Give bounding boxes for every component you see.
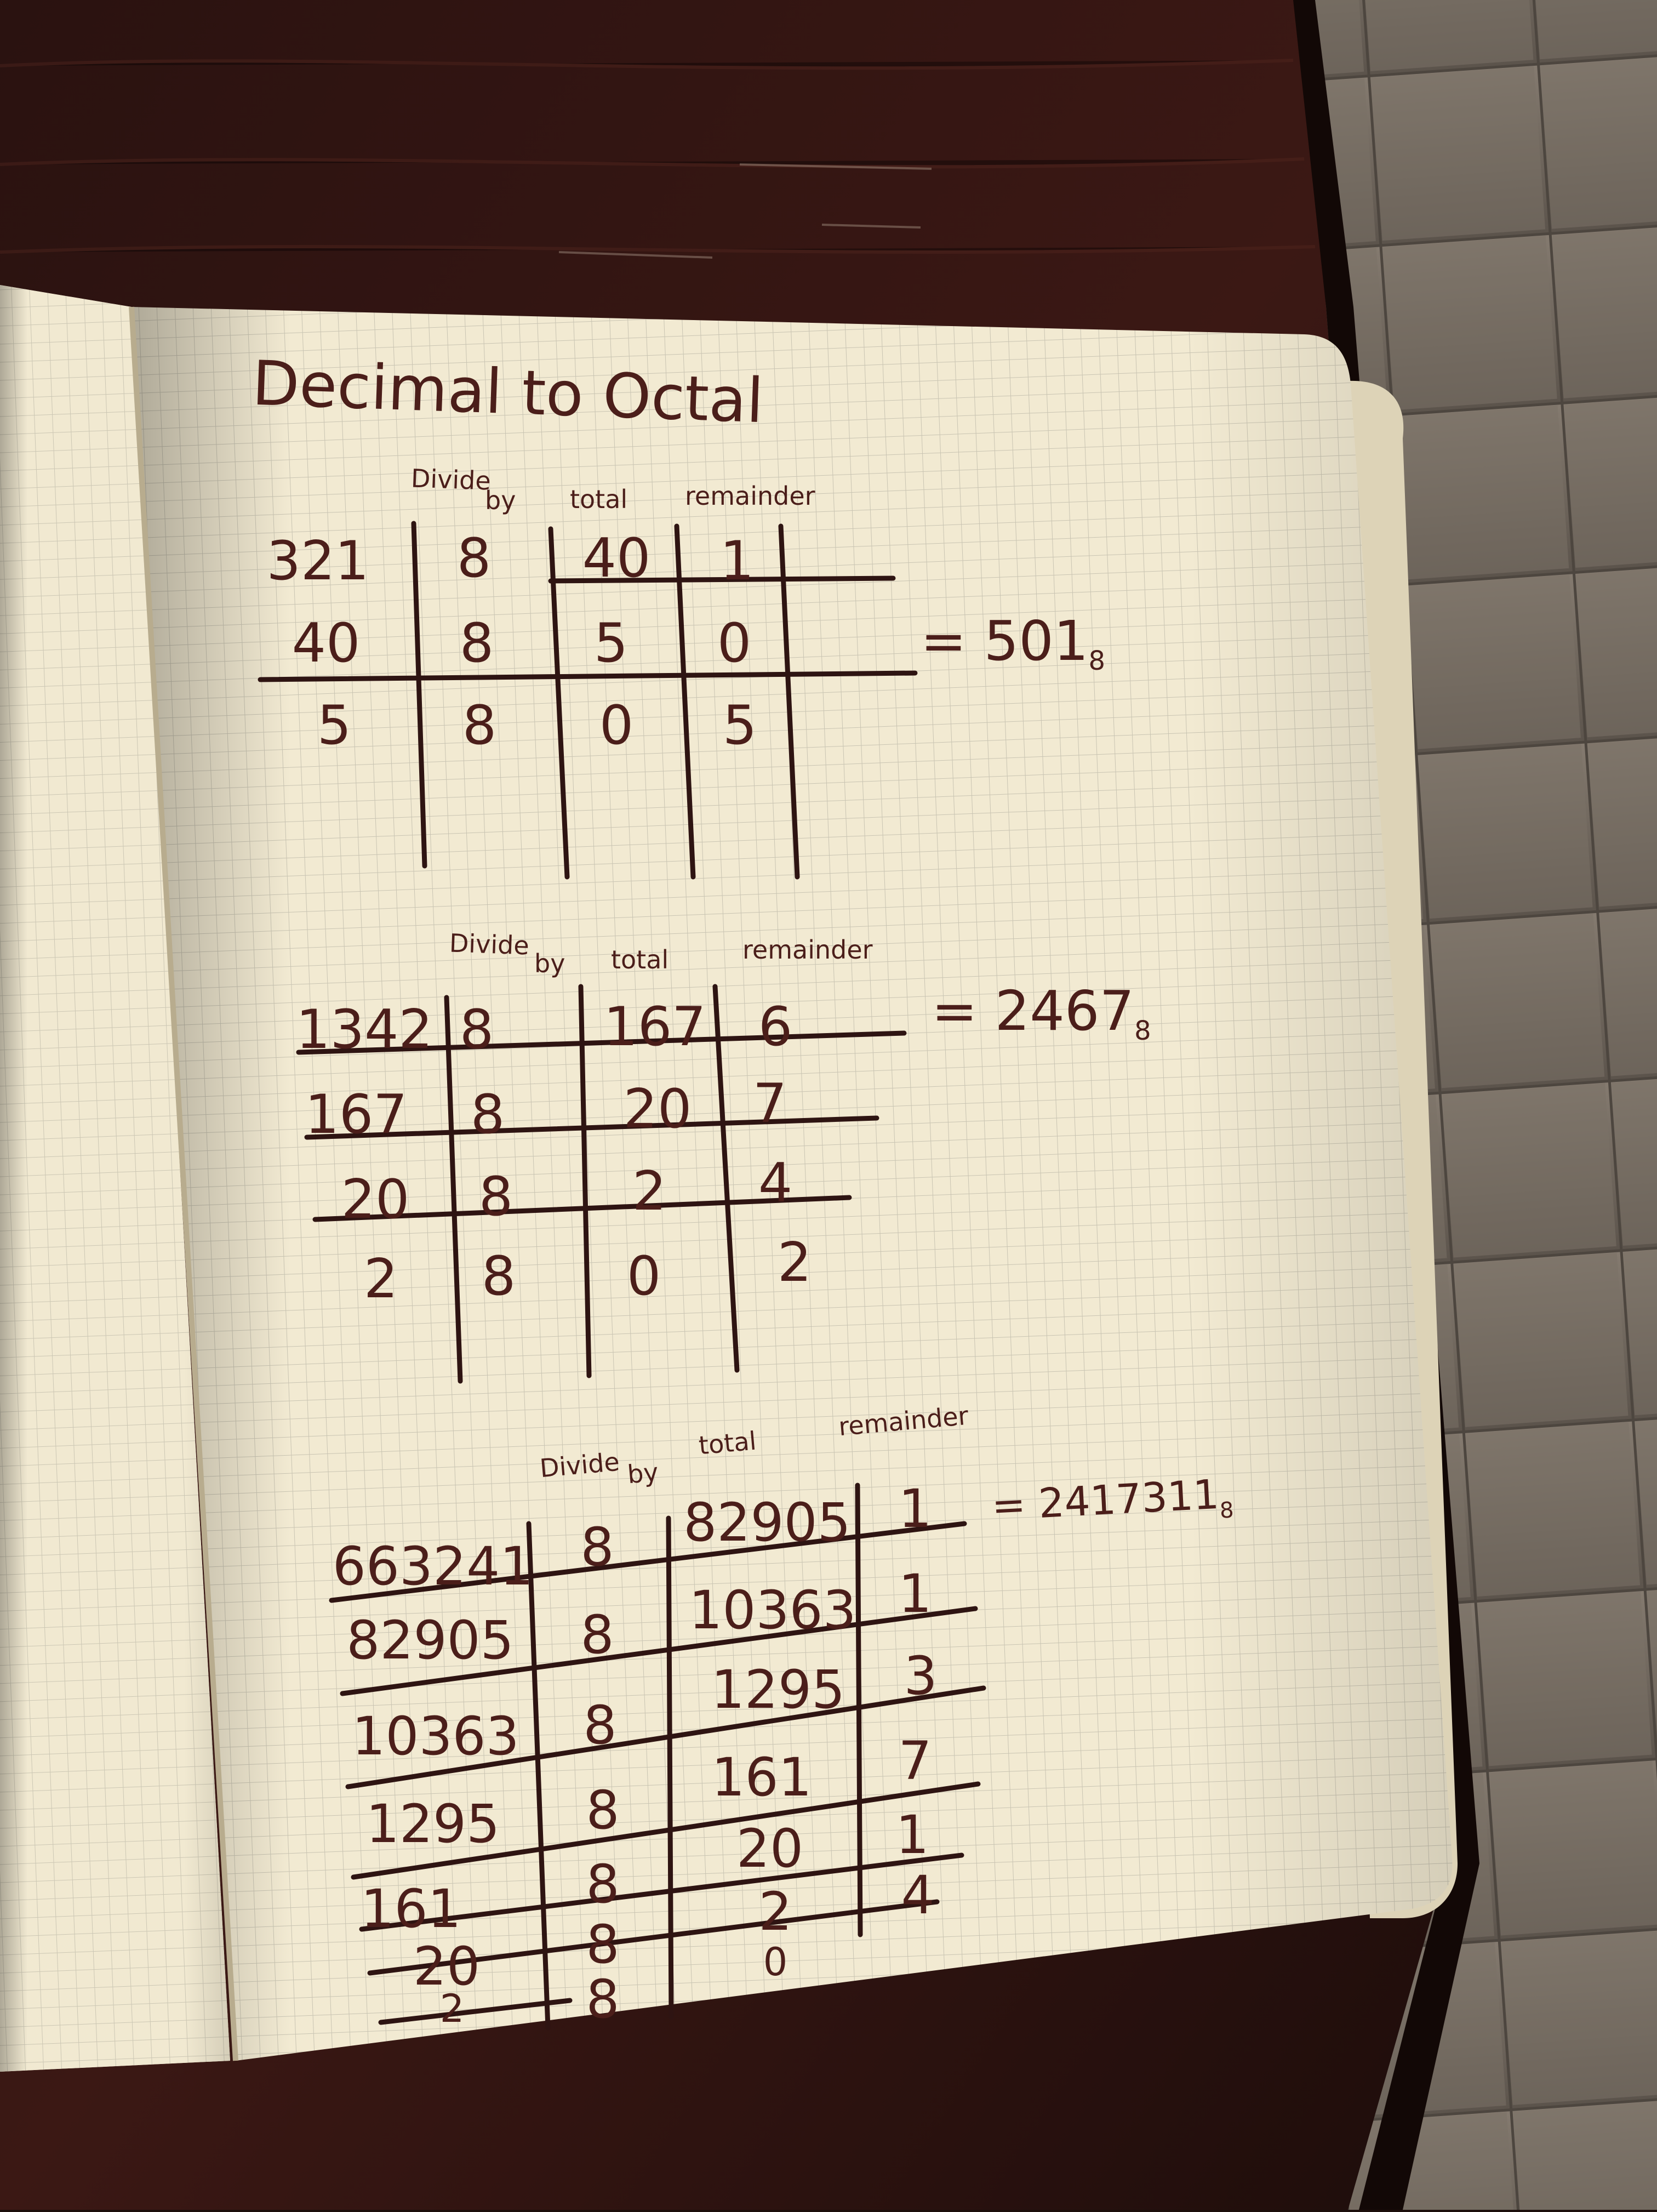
header-remainder: remainder (837, 1400, 970, 1442)
cell-remainder: 0 (717, 612, 752, 675)
cell-divisor: 8 (586, 1914, 620, 1975)
cell-remainder: 1 (895, 1804, 929, 1866)
result-base: 8 (1219, 1497, 1235, 1524)
result-value: = 2417311 (990, 1470, 1220, 1530)
result-2 (932, 979, 1151, 1046)
cell-remainder: 2 (777, 1232, 812, 1294)
cell-divisor: 8 (586, 1780, 620, 1841)
cell-number: 663241 (332, 1536, 534, 1597)
result-value: = 501 (921, 609, 1089, 673)
header-total: total (611, 945, 669, 974)
page-title: Decimal to Octal (251, 347, 765, 437)
result-base: 8 (1088, 646, 1105, 676)
header-divide: Divide (538, 1446, 621, 1484)
header-by: by (534, 949, 565, 978)
cell-number: 167 (305, 1084, 408, 1146)
cell-divisor: 8 (580, 1604, 614, 1666)
cell-number: 5 (317, 694, 352, 757)
cell-total: 82905 (683, 1492, 851, 1553)
cell-divisor: 8 (583, 1695, 617, 1756)
header-remainder: remainder (742, 935, 873, 965)
cell-divisor: 8 (586, 1854, 620, 1915)
cell-number: 1342 (296, 999, 433, 1061)
cell-remainder: 5 (722, 694, 757, 757)
result-1 (921, 609, 1105, 676)
header-by: by (485, 486, 516, 515)
cell-total: 5 (593, 612, 628, 675)
cell-remainder: 4 (901, 1865, 935, 1926)
cell-divisor: 8 (478, 1166, 513, 1228)
cell-total: 20 (623, 1078, 692, 1141)
cell-total: 2 (758, 1881, 792, 1942)
cell-total: 10363 (689, 1580, 856, 1641)
header-divide: Divide (410, 463, 492, 496)
cell-total: 0 (626, 1245, 661, 1308)
cell-divisor: 8 (459, 612, 494, 675)
cell-remainder: 3 (904, 1645, 938, 1707)
header-total: total (697, 1426, 758, 1461)
cell-number: 40 (292, 612, 361, 675)
cell-divisor: 8 (481, 1245, 516, 1308)
cell-number: 1295 (365, 1793, 500, 1855)
cell-divisor: 8 (586, 1969, 620, 2030)
cell-remainder: 4 (758, 1152, 793, 1215)
cell-total: 1295 (711, 1659, 845, 1720)
cell-divisor: 8 (462, 694, 497, 757)
cell-total: 0 (763, 1940, 788, 1985)
header-by: by (626, 1457, 660, 1490)
cell-total: 0 (599, 694, 634, 757)
cell-remainder: 7 (752, 1073, 787, 1135)
result-value: = 2467 (932, 979, 1135, 1043)
cell-remainder: 1 (719, 530, 755, 592)
cell-total: 2 (632, 1160, 667, 1223)
cell-remainder: 1 (898, 1563, 932, 1624)
cell-remainder: 7 (898, 1730, 932, 1792)
header-total: total (570, 484, 628, 514)
cell-divisor: 8 (470, 1084, 505, 1146)
cell-divisor: 8 (580, 1517, 614, 1578)
cell-number: 82905 (346, 1610, 514, 1671)
cell-number: 20 (341, 1168, 410, 1231)
cell-total: 161 (711, 1747, 812, 1808)
cell-number: 161 (361, 1878, 461, 1940)
cell-number: 321 (266, 530, 369, 592)
header-divide: Divide (449, 928, 530, 961)
cell-total: 40 (582, 527, 651, 590)
cell-total: 167 (603, 996, 706, 1058)
header-remainder: remainder (685, 481, 815, 511)
result-base: 8 (1134, 1016, 1151, 1046)
cell-divisor: 8 (459, 999, 494, 1061)
cell-number: 10363 (352, 1706, 519, 1767)
cell-remainder: 1 (898, 1478, 932, 1540)
cell-number: 2 (363, 1248, 398, 1310)
cell-number: 20 (413, 1936, 481, 1997)
cell-divisor: 8 (456, 527, 492, 590)
cell-number: 2 (439, 1986, 465, 2031)
cell-remainder: 6 (758, 996, 793, 1058)
cell-total: 20 (736, 1818, 804, 1879)
